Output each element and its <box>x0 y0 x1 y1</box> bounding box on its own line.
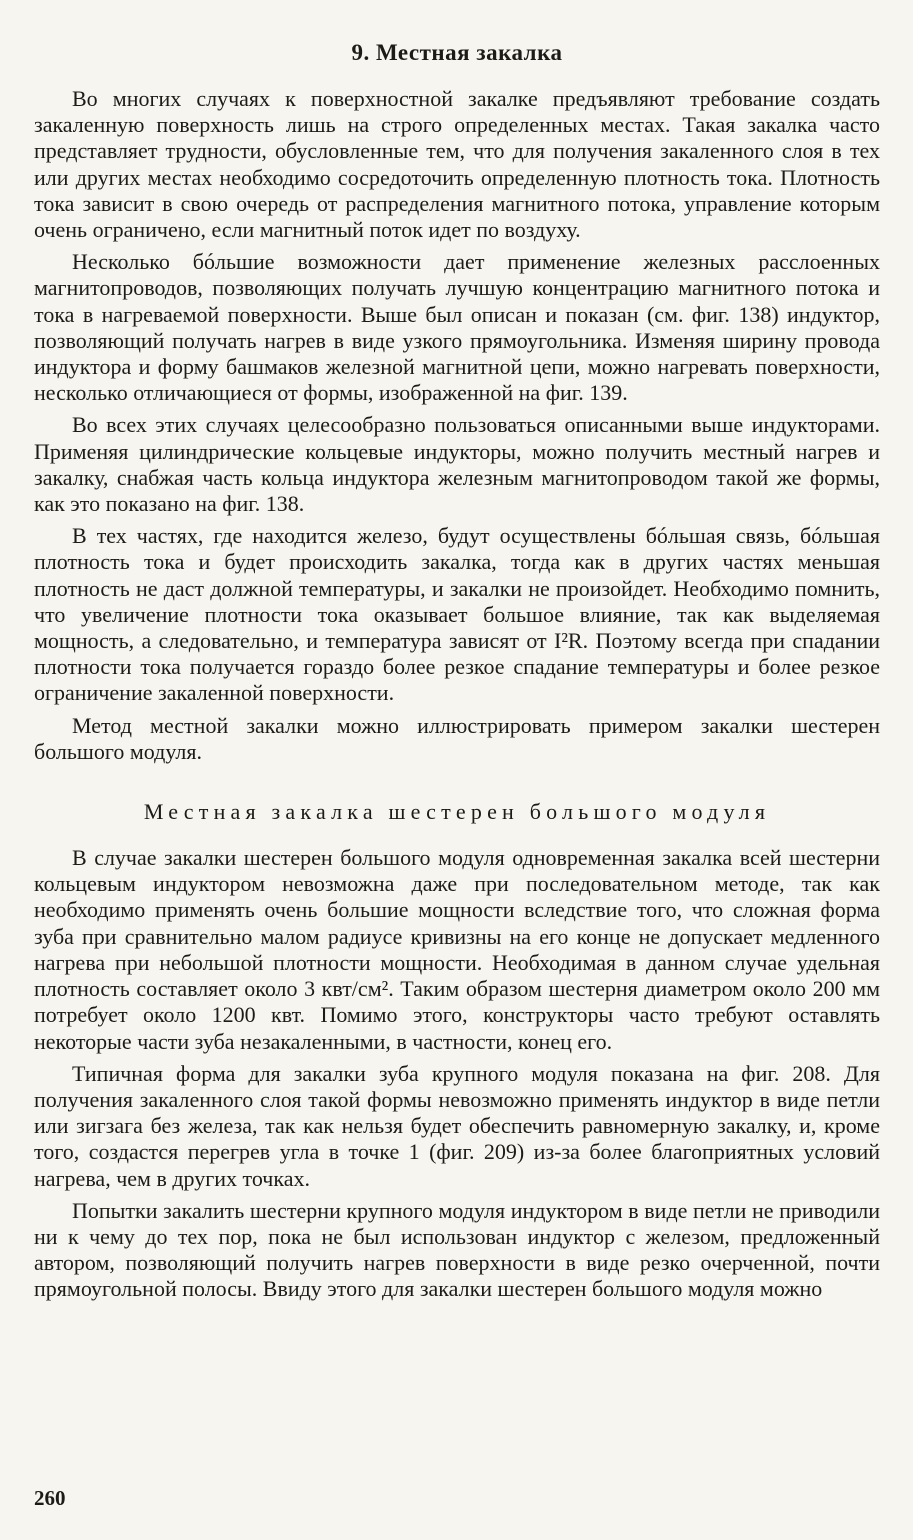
paragraph: Метод местной закалки можно иллюстрировать примером закалки шестерен большого модуля. <box>34 712 880 764</box>
page-number: 260 <box>34 1486 66 1510</box>
paragraph: Во всех этих случаях целесообразно пользоваться описанными выше индукторами. Применяя цилиндрические кольцевые индукторы, можно получить местный нагрев и закалку, снабжая часть кольца индуктора железным магнитопроводом такой же формы, как это показано на фиг. 138. <box>34 412 880 517</box>
subsection-title: Местная закалка шестерен большого модуля <box>143 799 771 825</box>
paragraph: В тех частях, где находится железо, будут осуществлены бóльшая связь, бóльшая плотность тока и будет происходить закалка, тогда как в других частях меньшая плотность не даст должной температуры, и закалки не произойдет. Необходимо помнить, что увеличение плотности тока оказывает большое влияние, так как выделяемая мощность, а следовательно, и температура зависят от I²R. Поэтому всегда при спадании плотности тока получается гораздо более резкое спадание температуры и более резкое ограничение закаленной поверхности. <box>34 523 880 706</box>
paragraph: Попытки закалить шестерни крупного модуля индуктором в виде петли не приводили ни к чему до тех пор, пока не был использован индуктор с железом, предложенный автором, позволяющий получить нагрев поверхности в виде резко очерченной, почти прямоугольной полосы. Ввиду этого для закалки шестерен большого модуля можно <box>34 1197 880 1302</box>
paragraph: Несколько бóльшие возможности дает применение железных расслоенных магнитопроводов, позволяющих получать лучшую концентрацию магнитного потока и тока в нагреваемой поверхности. Выше был описан и показан (см. фиг. 138) индуктор, позволяющий получать нагрев в виде узкого прямоугольника. Изменяя ширину провода индуктора и форму башмаков железной магнитной цепи, можно нагревать поверхности, несколько отличающиеся от формы, изображенной на фиг. 139. <box>34 249 880 406</box>
page-body <box>34 30 880 1309</box>
paragraph: В случае закалки шестерен большого модуля одновременная закалка всей шестерни кольцевым индуктором невозможна даже при последовательном методе, так как необходимо применять очень большие мощности вследствие того, что сложная форма зуба при сравнительно малом радиусе кривизны на его конце не допускает медленного нагрева при небольшой плотности мощности. Необходимая в данном случае удельная плотность составляет около 3 квт/см². Таким образом шестерня диаметром около 200 мм потребует около 1200 квт. Помимо этого, конструкторы часто требуют оставлять некоторые части зуба незакаленными, в частности, конец его. <box>34 845 880 1054</box>
paragraph: Типичная форма для закалки зуба крупного модуля показана на фиг. 208. Для получения закаленного слоя такой формы невозможно применять индуктор в виде петли или зигзага без железа, так как нельзя будет обеспечить равномерную закалку, и, кроме того, создастся перегрев угла в точке 1 (фиг. 209) из-за более благоприятных условий нагрева, чем в других точках. <box>34 1060 880 1191</box>
section-title: 9. Местная закалка <box>351 40 563 65</box>
paragraph: Во многих случаях к поверхностной закалке предъявляют требование создать закаленную поверхность лишь на строго определенных местах. Такая закалка часто представляет трудности, обусловленные тем, что для получения закаленного слоя в тех или других местах необходимо сосредоточить определенную плотность тока. Плотность тока зависит в свою очередь от распределения магнитного потока, управление которым очень ограничено, если магнитный поток идет по воздуху. <box>34 86 880 243</box>
